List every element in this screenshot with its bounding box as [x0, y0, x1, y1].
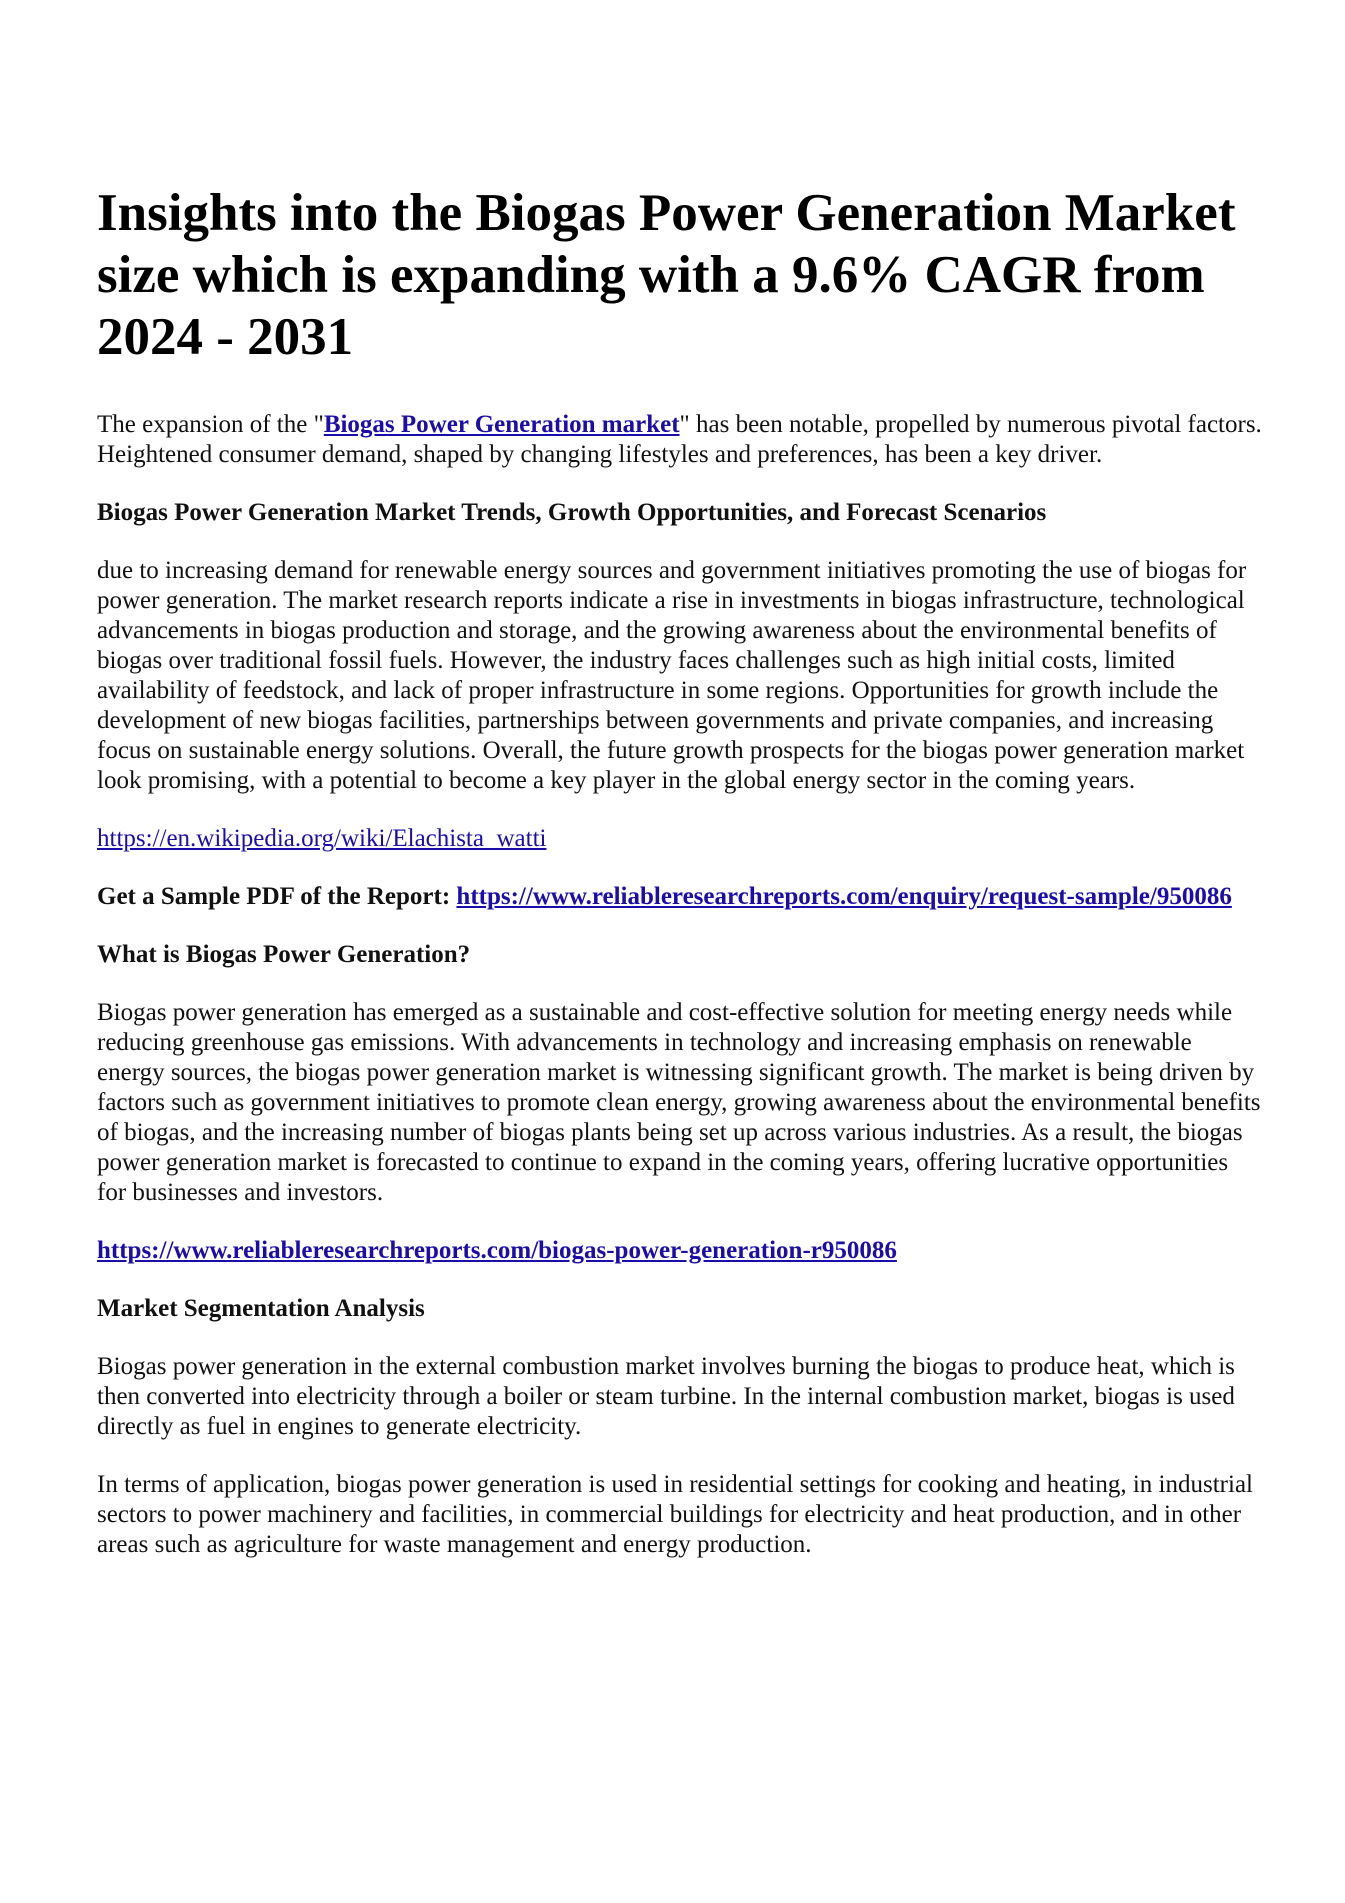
what-heading: What is Biogas Power Generation? — [97, 941, 471, 968]
sample-pdf-link[interactable]: https://www.reliableresearchreports.com/enquiry/request-sample/950086 — [456, 883, 1232, 910]
sample-label: Get a Sample PDF of the Report: — [97, 883, 457, 910]
wiki-link[interactable]: https://en.wikipedia.org/wiki/Elachista_watti — [97, 825, 547, 852]
segmentation-paragraph-2: In terms of application, biogas power generation is used in residential settings for cooking and heating, in industrial sectors to power machinery and facilities, in commercial buildings for electricity and heat production, and in other areas such as agriculture for waste management and energy production. — [97, 1471, 1253, 1558]
what-paragraph: Biogas power generation has emerged as a sustainable and cost-effective solution for meeting energy needs while reducing greenhouse gas emissions. With advancements in technology and increasing emphasis on renewable energy sources, the biogas power generation market is witnessing significant growth. The market is being driven by factors such as government initiatives to promote clean energy, growing awareness about the environmental benefits of biogas, and the increasing number of biogas plants being set up across various industries. As a result, the biogas power generation market is forecasted to continue to expand in the coming years, offering lucrative opportunities for businesses and investors. — [97, 999, 1261, 1206]
intro-paragraph — [97, 410, 1262, 470]
wiki-link-paragraph — [97, 824, 1262, 854]
document-page — [97, 182, 1262, 1588]
market-link[interactable]: Biogas Power Generation market — [323, 411, 680, 438]
intro-suffix: " has been notable, propelled by numerous pivotal factors. Heightened consumer demand, shaped by changing lifestyles and preferences, has been a key driver. — [97, 411, 1262, 468]
segmentation-heading: Market Segmentation Analysis — [97, 1295, 425, 1322]
report-link-paragraph — [97, 1236, 1262, 1266]
report-link[interactable]: https://www.reliableresearchreports.com/biogas-power-generation-r950086 — [97, 1237, 897, 1264]
trends-paragraph: due to increasing demand for renewable energy sources and government initiatives promoting the use of biogas for power generation. The market research reports indicate a rise in investments in biogas infrastructure, technological advancements in biogas production and storage, and the growing awareness about the environmental benefits of biogas over traditional fossil fuels. However, the industry faces challenges such as high initial costs, limited availability of feedstock, and lack of proper infrastructure in some regions. Opportunities for growth include the development of new biogas facilities, partnerships between governments and private companies, and increasing focus on sustainable energy solutions. Overall, the future growth prospects for the biogas power generation market look promising, with a potential to become a key player in the global energy sector in the coming years. — [97, 557, 1247, 794]
sample-pdf-line — [97, 882, 1262, 912]
trends-heading: Biogas Power Generation Market Trends, Growth Opportunities, and Forecast Scenarios — [97, 499, 1047, 526]
intro-prefix: The expansion of the " — [97, 411, 324, 438]
page-title: Insights into the Biogas Power Generation Market size which is expanding with a 9.6% CAGR from 2024 - 2031 — [97, 184, 1236, 366]
segmentation-paragraph-1: Biogas power generation in the external combustion market involves burning the biogas to produce heat, which is then converted into electricity through a boiler or steam turbine. In the internal combustion market, biogas is used directly as fuel in engines to generate electricity. — [97, 1353, 1235, 1440]
